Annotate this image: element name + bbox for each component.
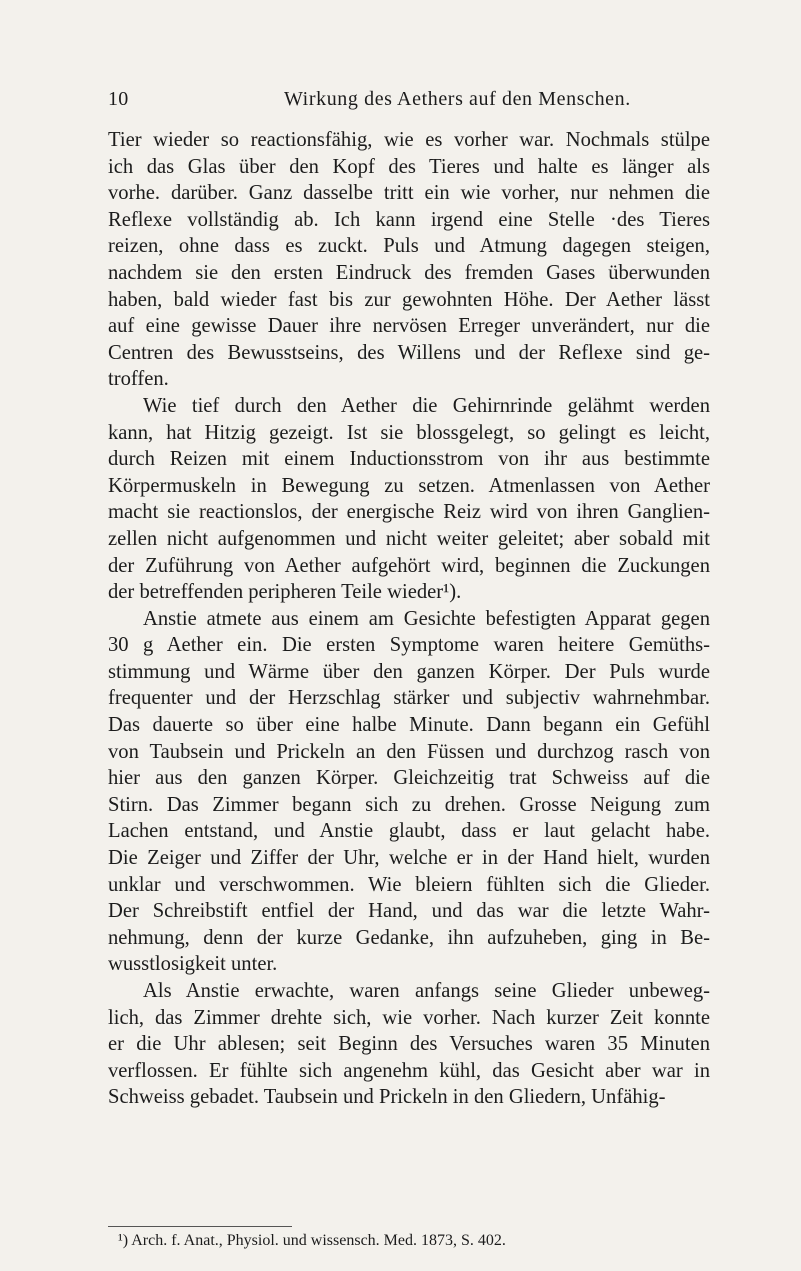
text-line: kann, hat Hitzig gezeigt. Ist sie blossgelegt, so gelingt es leicht,	[108, 421, 710, 444]
text-line: stimmung und Wärme über den ganzen Körper. Der Puls wurde	[108, 660, 710, 683]
text-line: hier aus den ganzen Körper. Gleichzeitig trat Schweiss auf die	[108, 767, 710, 790]
text-line: haben, bald wieder fast bis zur gewohnten Höhe. Der Aether lässt	[108, 288, 710, 311]
text-line: zellen nicht aufgenommen und nicht weiter geleitet; aber sobald mit	[108, 527, 710, 550]
text-line: Als Anstie erwachte, waren anfangs seine Glieder unbeweg-	[143, 980, 710, 1002]
text-line: er die Uhr ablesen; seit Beginn des Versuches waren 35 Minuten	[108, 1033, 710, 1056]
text-line: Anstie atmete aus einem am Gesichte befestigten Apparat gegen	[143, 607, 710, 630]
footnote-rule	[108, 1226, 292, 1227]
text-line: auf eine gewisse Dauer ihre nervösen Erreger unverändert, nur die	[108, 315, 710, 338]
text-line: Stirn. Das Zimmer begann sich zu drehen. Grosse Neigung zum	[108, 793, 710, 816]
text-line: Reflexe vollständig ab. Ich kann irgend eine Stelle ·des Tieres	[108, 208, 710, 231]
text-line: Das dauerte so über eine halbe Minute. Dann begann ein Gefühl	[108, 714, 710, 737]
text-line: frequenter und der Herzschlag stärker und subjectiv wahrnehmbar.	[108, 687, 710, 710]
text-line: Körpermuskeln in Bewegung zu setzen. Atmenlassen von Aether	[108, 474, 710, 497]
text-line: Tier wieder so reactionsfähig, wie es vorher war. Nochmals stülpe	[108, 129, 710, 151]
text-line: lich, das Zimmer drehte sich, wie vorher. Nach kurzer Zeit konnte	[108, 1006, 710, 1029]
text-line: reizen, ohne dass es zuckt. Puls und Atmung dagegen steigen,	[108, 235, 710, 258]
footnote: ¹) Arch. f. Anat., Physiol. und wissensch. Med. 1873, S. 402.	[118, 1232, 506, 1249]
text-line: Lachen entstand, und Anstie glaubt, dass er laut gelacht habe.	[108, 820, 710, 843]
text-line: vorhe. darüber. Ganz dasselbe tritt ein wie vorher, nur nehmen die	[108, 182, 710, 205]
running-title: Wirkung des Aethers auf den Menschen.	[284, 88, 631, 110]
text-line: der Zuführung von Aether aufgehört wird, beginnen die Zuckungen	[108, 554, 710, 577]
text-line: Schweiss gebadet. Taubsein und Prickeln in den Gliedern, Unfähig-	[108, 1086, 666, 1109]
text-line: der betreffenden peripheren Teile wieder¹).	[108, 581, 462, 604]
text-line: nehmung, denn der kurze Gedanke, ihn aufzuheben, ging in Be-	[108, 926, 710, 949]
text-line: nachdem sie den ersten Eindruck des fremden Gases überwunden	[108, 261, 710, 284]
text-line: durch Reizen mit einem Inductionsstrom von ihr aus bestimmte	[108, 448, 710, 471]
running-head	[108, 88, 708, 114]
text-line: verflossen. Er fühlte sich angenehm kühl, das Gesicht aber war in	[108, 1059, 710, 1082]
text-line: troffen.	[108, 368, 169, 391]
text-line: Der Schreibstift entfiel der Hand, und das war die letzte Wahr-	[108, 900, 710, 923]
text-line: Wie tief durch den Aether die Gehirnrinde gelähmt werden	[143, 394, 710, 417]
text-line: 30 g Aether ein. Die ersten Symptome waren heitere Gemüths-	[108, 634, 710, 657]
text-line: Die Zeiger und Ziffer der Uhr, welche er in der Hand hielt, wurden	[108, 847, 710, 870]
text-line: von Taubsein und Prickeln an den Füssen und durchzog rasch von	[108, 740, 710, 763]
text-line: unklar und verschwommen. Wie bleiern fühlten sich die Glieder.	[108, 873, 710, 896]
text-line: Centren des Bewusstseins, des Willens und der Reflexe sind ge-	[108, 341, 710, 364]
body-text	[108, 127, 710, 1111]
text-line: macht sie reactionslos, der energische Reiz wird von ihren Ganglien-	[108, 501, 710, 524]
text-line: wusstlosigkeit unter.	[108, 953, 278, 976]
page-number: 10	[108, 88, 129, 110]
text-line: ich das Glas über den Kopf des Tieres und halte es länger als	[108, 155, 710, 178]
